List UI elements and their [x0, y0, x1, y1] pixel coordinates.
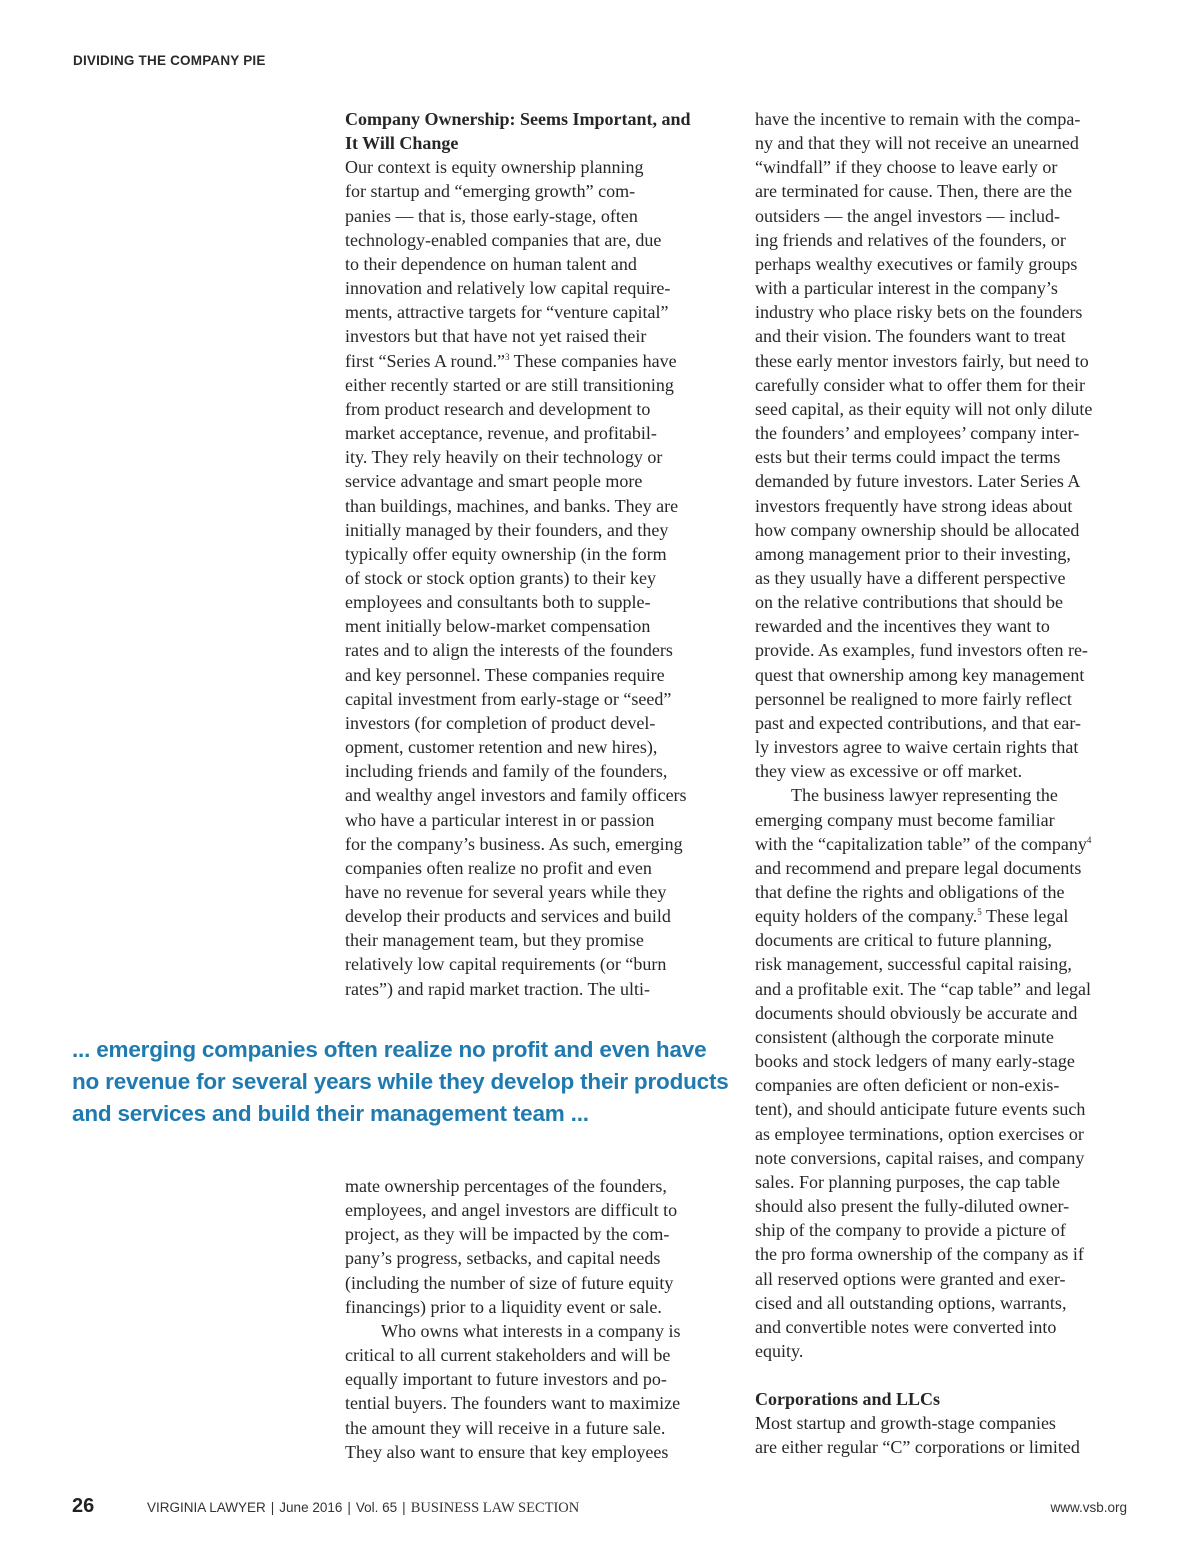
body-line: investors frequently have strong ideas about — [755, 495, 1073, 516]
body-line: consistent (although the corporate minute — [755, 1026, 1054, 1047]
section-heading-line: It Will Change — [345, 133, 459, 154]
body-line: quest that ownership among key management — [755, 664, 1085, 685]
separator: | — [347, 1500, 351, 1515]
body-line: all reserved options were granted and exer- — [755, 1268, 1066, 1289]
magazine-name: VIRGINIA LAWYER — [147, 1500, 266, 1515]
body-line: documents should obviously be accurate and — [755, 1002, 1078, 1023]
body-line: pany’s progress, setbacks, and capital needs — [345, 1248, 661, 1269]
body-line: rates”) and rapid market traction. The ulti- — [345, 978, 651, 999]
body-text: with the “capitalization table” of the company — [755, 833, 1087, 854]
body-line: develop their products and services and build — [345, 906, 671, 927]
body-line: personnel be realigned to more fairly reflect — [755, 688, 1072, 709]
body-line: carefully consider what to offer them for their — [755, 374, 1086, 395]
body-line: on the relative contributions that should be — [755, 592, 1063, 613]
body-text: first “Series A round.” — [345, 350, 505, 371]
body-line: Who owns what interests in a company is — [381, 1320, 681, 1341]
body-line: note conversions, capital raises, and company — [755, 1147, 1085, 1168]
footnote-ref-4: 4 — [1086, 834, 1092, 845]
body-line: rates and to align the interests of the founders — [345, 640, 673, 661]
body-line: with a particular interest in the company’s — [755, 278, 1058, 299]
pull-quote-line: and services and build their management team ... — [72, 1101, 589, 1126]
body-line: ny and that they will not receive an unearned — [755, 133, 1079, 154]
section-name: BUSINESS LAW SECTION — [410, 1500, 580, 1516]
body-line: to their dependence on human talent and — [345, 253, 637, 274]
body-line: and their vision. The founders want to treat — [755, 326, 1066, 347]
body-line: who have a particular interest in or passion — [345, 809, 655, 830]
body-line: the founders’ and employees’ company inter- — [755, 423, 1080, 444]
body-line: ments, attractive targets for “venture capital” — [345, 302, 669, 323]
separator: | — [270, 1500, 275, 1515]
body-line: among management prior to their investing, — [755, 543, 1071, 564]
body-line: have the incentive to remain with the compa- — [755, 109, 1081, 129]
pull-quote-line: ... emerging companies often realize no profit and even have — [72, 1037, 707, 1062]
body-line: rewarded and the incentives they want to — [755, 616, 1050, 637]
body-line: ests but their terms could impact the terms — [755, 447, 1061, 468]
issue-date: June 2016 — [279, 1500, 343, 1515]
body-line: (including the number of size of future equity — [345, 1272, 674, 1293]
body-line: ship of the company to provide a picture of — [755, 1220, 1066, 1241]
body-line: technology-enabled companies that are, due — [345, 229, 662, 250]
section-heading-line: Company Ownership: Seems Important, and — [345, 109, 691, 129]
body-line: Our context is equity ownership planning — [345, 157, 644, 178]
body-line: mate ownership percentages of the founders, — [345, 1176, 667, 1196]
body-text: These companies have — [509, 350, 677, 371]
body-line: are terminated for cause. Then, there are the — [755, 181, 1072, 202]
body-text: equity holders of the company. — [755, 906, 978, 927]
body-line: investors but that have not yet raised their — [345, 326, 647, 347]
body-line: ing friends and relatives of the founders, or — [755, 229, 1066, 250]
body-line: have no revenue for several years while they — [345, 882, 667, 902]
body-line: books and stock ledgers of many early-stage — [755, 1051, 1075, 1072]
body-line: financings) prior to a liquidity event or sale. — [345, 1296, 662, 1317]
separator: | — [402, 1500, 406, 1515]
body-line: sales. For planning purposes, the cap table — [755, 1171, 1060, 1192]
body-line — [755, 832, 1092, 856]
body-line: The business lawyer representing the — [791, 785, 1058, 806]
body-line: market acceptance, revenue, and profitabil- — [345, 423, 657, 444]
body-line: as they usually have a different perspective — [755, 567, 1066, 588]
website-url: www.vsb.org — [1050, 1500, 1127, 1515]
body-line: for the company’s business. As such, emerging — [345, 833, 683, 854]
body-line: cised and all outstanding options, warrants, — [755, 1292, 1067, 1313]
body-line: employees and consultants both to supple- — [345, 592, 651, 613]
body-line: and convertible notes were converted into — [755, 1316, 1057, 1337]
page-footer — [0, 1495, 1200, 1521]
body-line: including friends and family of the founders, — [345, 761, 668, 782]
publication-line — [147, 1500, 579, 1517]
body-line: panies — that is, those early-stage, often — [345, 205, 638, 226]
body-line: critical to all current stakeholders and will be — [345, 1345, 671, 1366]
footnote-ref-3: 3 — [504, 351, 510, 362]
body-text: These legal — [981, 906, 1069, 927]
body-line: seed capital, as their equity will not only dilute — [755, 398, 1093, 419]
body-line: ly investors agree to waive certain rights that — [755, 737, 1079, 758]
body-line: investors (for completion of product devel- — [345, 712, 656, 733]
body-line: these early mentor investors fairly, but need to — [755, 350, 1089, 371]
body-line: and recommend and prepare legal documents — [755, 857, 1082, 878]
body-line: their management team, but they promise — [345, 930, 644, 951]
body-line: the amount they will receive in a future sale. — [345, 1417, 666, 1438]
page-number: 26 — [72, 1495, 95, 1517]
body-line — [345, 349, 691, 373]
body-line: as employee terminations, option exercises or — [755, 1123, 1084, 1144]
body-line: project, as they will be impacted by the com- — [345, 1224, 670, 1245]
body-line: typically offer equity ownership (in the form — [345, 543, 667, 564]
body-line — [755, 904, 1092, 928]
body-line: opment, customer retention and new hires), — [345, 737, 658, 758]
body-line: than buildings, machines, and banks. They are — [345, 495, 679, 516]
body-line: companies often realize no profit and even — [345, 857, 652, 878]
body-line: ity. They rely heavily on their technology or — [345, 447, 663, 468]
body-line: “windfall” if they choose to leave early or — [755, 157, 1058, 178]
body-line: capital investment from early-stage or “seed” — [345, 688, 672, 709]
body-line: service advantage and smart people more — [345, 471, 643, 492]
body-line: Most startup and growth-stage companies — [755, 1413, 1056, 1434]
body-line: are either regular “C” corporations or limited — [755, 1437, 1080, 1458]
body-line: industry who place risky bets on the founders — [755, 302, 1083, 323]
body-line: for startup and “emerging growth” com- — [345, 181, 636, 202]
pull-quote — [72, 1034, 732, 1130]
body-line: demanded by future investors. Later Series A — [755, 471, 1081, 492]
body-line: and key personnel. These companies require — [345, 664, 665, 685]
body-line: the pro forma ownership of the company as if — [755, 1244, 1084, 1265]
body-line: provide. As examples, fund investors often re- — [755, 640, 1088, 661]
body-line: emerging company must become familiar — [755, 809, 1055, 830]
running-head: DIVIDING THE COMPANY PIE — [73, 53, 266, 68]
pull-quote-line: no revenue for several years while they develop their products — [72, 1069, 729, 1094]
footnote-ref-5: 5 — [977, 907, 982, 918]
body-line: perhaps wealthy executives or family groups — [755, 253, 1078, 274]
body-line: They also want to ensure that key employees — [345, 1441, 669, 1462]
body-line: and wealthy angel investors and family officers — [345, 785, 687, 806]
body-line: initially managed by their founders, and they — [345, 519, 669, 540]
body-line: tential buyers. The founders want to maximize — [345, 1393, 681, 1414]
body-line: that define the rights and obligations of the — [755, 882, 1065, 902]
body-line: risk management, successful capital raising, — [755, 954, 1072, 975]
body-line: how company ownership should be allocated — [755, 519, 1080, 540]
body-line: should also present the fully-diluted owner- — [755, 1196, 1070, 1217]
body-line: and a profitable exit. The “cap table” and legal — [755, 978, 1092, 999]
body-line: from product research and development to — [345, 398, 651, 419]
paragraph-gap — [755, 1363, 1092, 1387]
body-line: innovation and relatively low capital require- — [345, 278, 671, 299]
body-line: equally important to future investors and po- — [345, 1369, 667, 1390]
right-column — [755, 107, 1092, 1460]
left-column-upper — [345, 107, 691, 1001]
section-heading: Corporations and LLCs — [755, 1389, 941, 1410]
body-line: outsiders — the angel investors — includ- — [755, 205, 1060, 226]
body-line: ment initially below-market compensation — [345, 616, 651, 637]
body-line: past and expected contributions, and that ear- — [755, 712, 1082, 733]
body-line: tent), and should anticipate future events such — [755, 1099, 1086, 1120]
left-column-lower — [345, 1174, 680, 1464]
body-line: they view as excessive or off market. — [755, 761, 1023, 782]
body-line: equity. — [755, 1340, 804, 1361]
body-line: companies are often deficient or non-exis- — [755, 1075, 1060, 1096]
body-line: of stock or stock option grants) to their key — [345, 567, 656, 588]
body-line: relatively low capital requirements (or “burn — [345, 954, 667, 975]
volume: Vol. 65 — [355, 1500, 398, 1515]
body-line: either recently started or are still transitioning — [345, 374, 674, 395]
body-line: documents are critical to future planning, — [755, 930, 1052, 951]
body-line: employees, and angel investors are difficult to — [345, 1200, 678, 1221]
